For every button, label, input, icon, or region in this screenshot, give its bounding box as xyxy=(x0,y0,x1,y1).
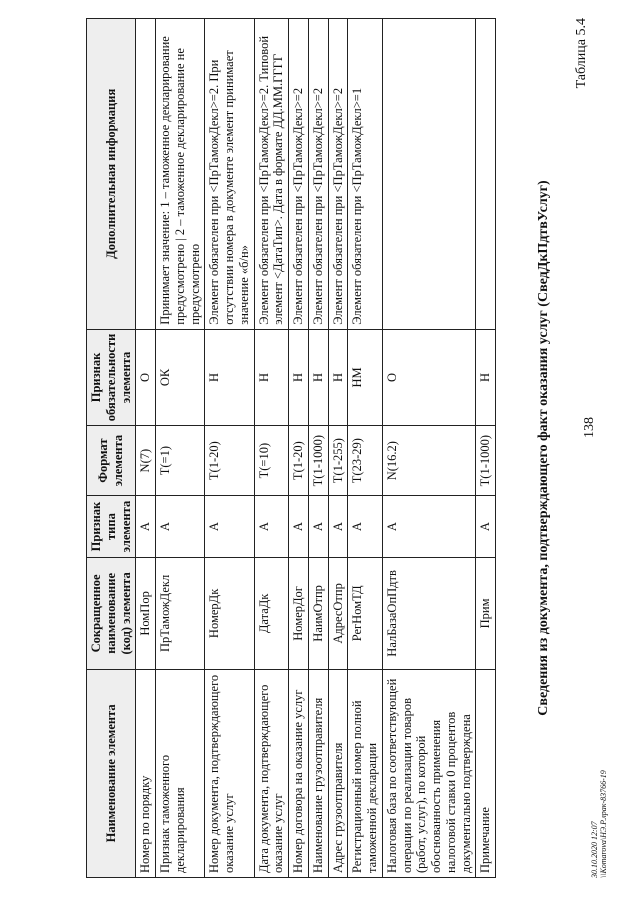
table-cell-type: А xyxy=(156,496,205,558)
table-cell-format: Т(=1) xyxy=(156,426,205,496)
table-cell-name: Примечание xyxy=(476,669,496,877)
table-cell-name: Наименование грузоотправителя xyxy=(308,669,328,877)
table-cell-info: Элемент обязателен при <ПрТаможДекл>=1 xyxy=(348,19,383,330)
table-cell-req: НМ xyxy=(348,329,383,426)
table-cell-info xyxy=(382,19,476,330)
table-row xyxy=(476,19,496,878)
table-row xyxy=(136,19,156,878)
table-cell-code: НомерДк xyxy=(205,558,254,670)
footnote xyxy=(591,770,609,878)
column-header: Формат элемента xyxy=(87,426,136,496)
table-cell-type: А xyxy=(476,496,496,558)
table-cell-code: Прим xyxy=(476,558,496,670)
table-cell-code: ПрТаможДекл xyxy=(156,558,205,670)
table-row xyxy=(348,19,383,878)
table-title: Сведения из документа, подтверждающего факт оказания услуг (СведДкПдтвУслуг) xyxy=(536,180,551,716)
table-cell-req: ОК xyxy=(156,329,205,426)
table-cell-req: Н xyxy=(308,329,328,426)
footnote-date: 30.10.2020 12:07 xyxy=(590,821,599,878)
table-cell-name: Дата документа, подтверждающего оказание услуг xyxy=(254,669,289,877)
elements-table xyxy=(86,18,496,878)
table-cell-code: НаимОтпр xyxy=(308,558,328,670)
table-row xyxy=(254,19,289,878)
table-cell-info: Элемент обязателен при <ПрТаможДекл>=2 xyxy=(328,19,348,330)
table-cell-info: Элемент обязателен при <ПрТаможДекл>=2. Типовой элемент <ДатаТип>. Дата в формате ДД.ММ.ГГГГ xyxy=(254,19,289,330)
table-cell-req: Н xyxy=(205,329,254,426)
table-cell-name: Номер документа, подтверждающего оказание услуг xyxy=(205,669,254,877)
table-cell-format: Т(=10) xyxy=(254,426,289,496)
table-row xyxy=(205,19,254,878)
table-row xyxy=(382,19,476,878)
column-header: Дополнительная информация xyxy=(87,19,136,330)
table-cell-code: НомерДог xyxy=(289,558,309,670)
table-cell-req: Н xyxy=(254,329,289,426)
table-cell-code: АдресОтпр xyxy=(328,558,348,670)
table-cell-format: Т(1-255) xyxy=(328,426,348,496)
table-cell-format: Т(1-20) xyxy=(205,426,254,496)
column-header: Признак типа элемента xyxy=(87,496,136,558)
footnote-path: \\Komarova\НЭ.Р.лрак-83766-19 xyxy=(598,770,608,878)
table-cell-type: А xyxy=(254,496,289,558)
column-header: Признак обязательности элемента xyxy=(87,329,136,426)
table-cell-req: Н xyxy=(289,329,309,426)
table-cell-format: N(7) xyxy=(136,426,156,496)
table-cell-name: Номер по порядку xyxy=(136,669,156,877)
table-cell-info: Элемент обязателен при <ПрТаможДекл>=2 xyxy=(289,19,309,330)
table-row xyxy=(156,19,205,878)
column-header: Сокращенное наименование (код) элемента xyxy=(87,558,136,670)
table-row xyxy=(289,19,309,878)
table-cell-req: О xyxy=(382,329,476,426)
table-cell-info: Элемент обязателен при <ПрТаможДекл>=2. При отсутствии номера в документе элемент принимает значение «б/н» xyxy=(205,19,254,330)
table-cell-code: НомПор xyxy=(136,558,156,670)
table-cell-info: Элемент обязателен при <ПрТаможДекл>=2 xyxy=(308,19,328,330)
table-cell-type: А xyxy=(382,496,476,558)
table-cell-type: А xyxy=(205,496,254,558)
table-cell-name: Адрес грузоотправителя xyxy=(328,669,348,877)
table-cell-info xyxy=(136,19,156,330)
rotated-page xyxy=(46,18,606,878)
table-cell-code: ДатаДк xyxy=(254,558,289,670)
table-cell-type: А xyxy=(348,496,383,558)
table-cell-type: А xyxy=(328,496,348,558)
column-header: Наименование элемента xyxy=(87,669,136,877)
table-cell-name: Налоговая база по соответствующей операции по реализации товаров (работ, услуг), по которой обоснованность применения налоговой ставки 0 процентов документально подтверждена xyxy=(382,669,476,877)
table-cell-format: Т(23-29) xyxy=(348,426,383,496)
table-cell-format: N(16.2) xyxy=(382,426,476,496)
table-cell-format: Т(1-20) xyxy=(289,426,309,496)
table-cell-info xyxy=(476,19,496,330)
table-cell-name: Номер договора на оказание услуг xyxy=(289,669,309,877)
table-cell-type: А xyxy=(308,496,328,558)
table-cell-format: Т(1-1000) xyxy=(476,426,496,496)
table-row xyxy=(328,19,348,878)
table-cell-format: Т(1-1000) xyxy=(308,426,328,496)
table-row xyxy=(308,19,328,878)
table-cell-code: РегНомТД xyxy=(348,558,383,670)
table-header-row xyxy=(87,19,136,878)
table-cell-info: Принимает значение: 1 – таможенное декларирование предусмотрено | 2 – таможенное декларирование не предусмотрено xyxy=(156,19,205,330)
table-cell-name: Признак таможенного декларирования xyxy=(156,669,205,877)
table-cell-code: НалБазаОпПдтв xyxy=(382,558,476,670)
table-cell-req: Н xyxy=(476,329,496,426)
table-cell-req: Н xyxy=(328,329,348,426)
table-cell-type: А xyxy=(289,496,309,558)
page-number: 138 xyxy=(582,417,597,438)
table-label: Таблица 5.4 xyxy=(574,18,589,89)
table-cell-req: О xyxy=(136,329,156,426)
table-cell-type: А xyxy=(136,496,156,558)
table-cell-name: Регистрационный номер полной таможенной декларации xyxy=(348,669,383,877)
